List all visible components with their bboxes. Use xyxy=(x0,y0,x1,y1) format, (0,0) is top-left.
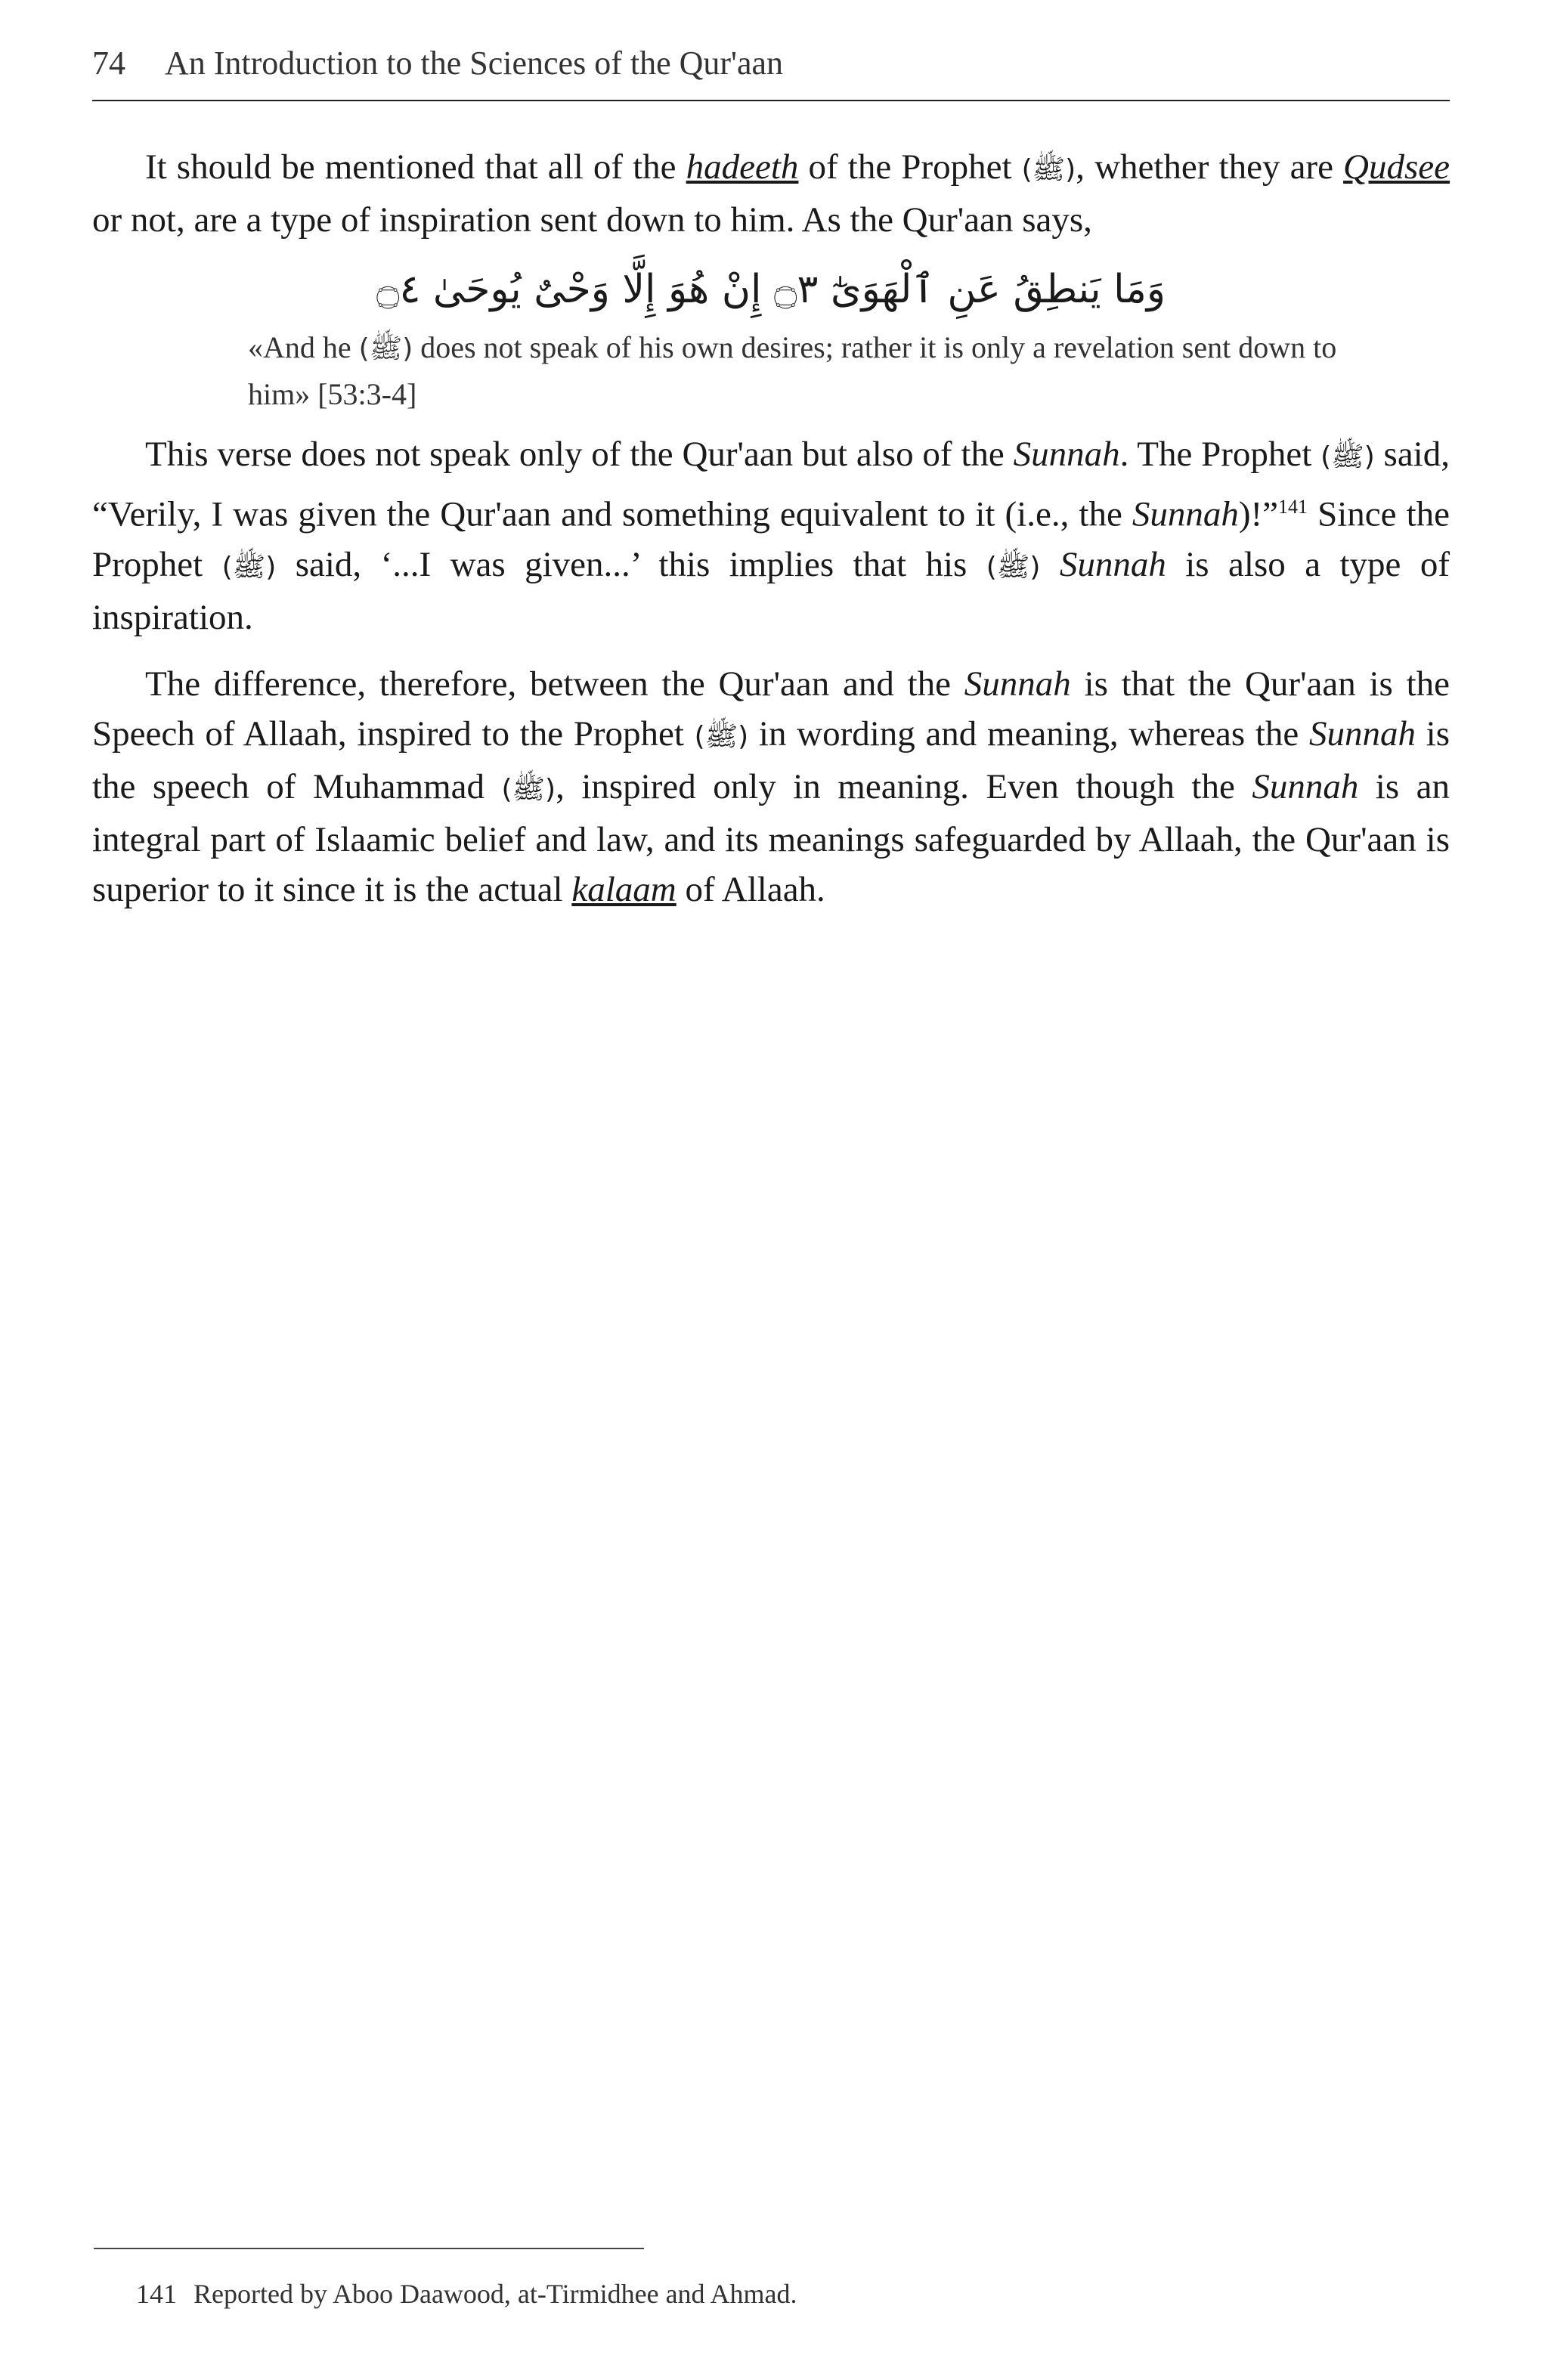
text: This verse does not speak only of the Qur'aan but also of the xyxy=(145,435,1014,474)
salutation-symbol: (ﷺ) xyxy=(221,551,277,583)
paragraph-2 xyxy=(92,429,1450,642)
footnote-number: 141 xyxy=(136,2279,177,2309)
footnote-text: Reported by Aboo Daawood, at-Tirmidhee and Ahmad. xyxy=(194,2279,797,2309)
term-hadeeth: hadeeth xyxy=(686,147,799,187)
text: «And he xyxy=(248,330,359,364)
term-kalaam: kalaam xyxy=(571,869,676,909)
text: The difference, therefore, between the Qur'aan and the xyxy=(145,664,964,704)
text: Since the Prophet xyxy=(92,494,1450,584)
term-qudsee: Qudsee xyxy=(1343,147,1450,187)
verse-translation xyxy=(248,325,1397,417)
paragraph-3 xyxy=(92,659,1450,915)
running-title: An Introduction to the Sciences of the Qur'aan xyxy=(165,45,784,82)
text: of Allaah. xyxy=(676,869,825,909)
page-number: 74 xyxy=(92,45,125,82)
term-sunnah: Sunnah xyxy=(1132,494,1239,534)
main-text xyxy=(92,142,1450,915)
footnote xyxy=(136,2278,797,2310)
salutation-symbol: (ﷺ) xyxy=(694,720,749,752)
term-sunnah: Sunnah xyxy=(1252,766,1359,806)
term-sunnah: Sunnah xyxy=(1059,544,1166,584)
text: does not speak of his own desires; rather it is only a revelation sent down to him» [53:3-4] xyxy=(248,330,1337,411)
text: is that the Qur'aan is the Speech of Allaah, inspired to the Prophet xyxy=(92,664,1450,754)
text: )!” xyxy=(1238,494,1279,534)
salutation-symbol: (ﷺ) xyxy=(501,773,556,805)
text: is also a type of inspiration. xyxy=(92,544,1450,637)
paragraph-1 xyxy=(92,142,1450,245)
term-sunnah: Sunnah xyxy=(964,664,1071,704)
text: , whether they are xyxy=(1076,147,1344,187)
footnote-divider xyxy=(94,2248,644,2249)
text: or not, are a type of inspiration sent down to him. As the Qur'aan says, xyxy=(92,200,1092,240)
text: , inspired only in meaning. Even though the xyxy=(556,766,1252,806)
text: is an integral part of Islaamic belief and law, and its meanings safeguarded by Allaah, the Qur'aan is superior to it since it is the actual xyxy=(92,766,1450,909)
text: . The Prophet xyxy=(1119,435,1321,474)
arabic-verse: وَمَا يَنطِقُ عَنِ ٱلْهَوَىٰٓ ۝٣ إِنْ هُوَ إِلَّا وَحْىٌ يُوحَىٰ ۝٤ xyxy=(376,267,1166,312)
page-header xyxy=(92,39,1450,101)
text xyxy=(485,767,501,806)
salutation-symbol: (ﷺ) xyxy=(986,551,1041,583)
term-sunnah: Sunnah xyxy=(1013,435,1120,474)
salutation-symbol: (ﷺ) xyxy=(1320,441,1375,472)
text: It should be mentioned that all of the xyxy=(145,147,686,187)
text: of the Prophet xyxy=(798,147,1022,187)
text: said, “Verily, I was given the Qur'aan and something equivalent to it (i.e., the xyxy=(92,435,1450,534)
footnote-reference[interactable]: 141 xyxy=(1278,496,1308,518)
name-muhammad: Muhammad xyxy=(312,766,485,806)
text: is the speech of xyxy=(92,713,1450,806)
salutation-symbol: (ﷺ) xyxy=(358,333,413,364)
term-sunnah: Sunnah xyxy=(1308,713,1416,754)
salutation-symbol: (ﷺ) xyxy=(1021,154,1076,185)
text: in wording and meaning, whereas the xyxy=(748,713,1309,754)
text: said, ‘...I was given...’ this implies that his xyxy=(276,544,986,584)
